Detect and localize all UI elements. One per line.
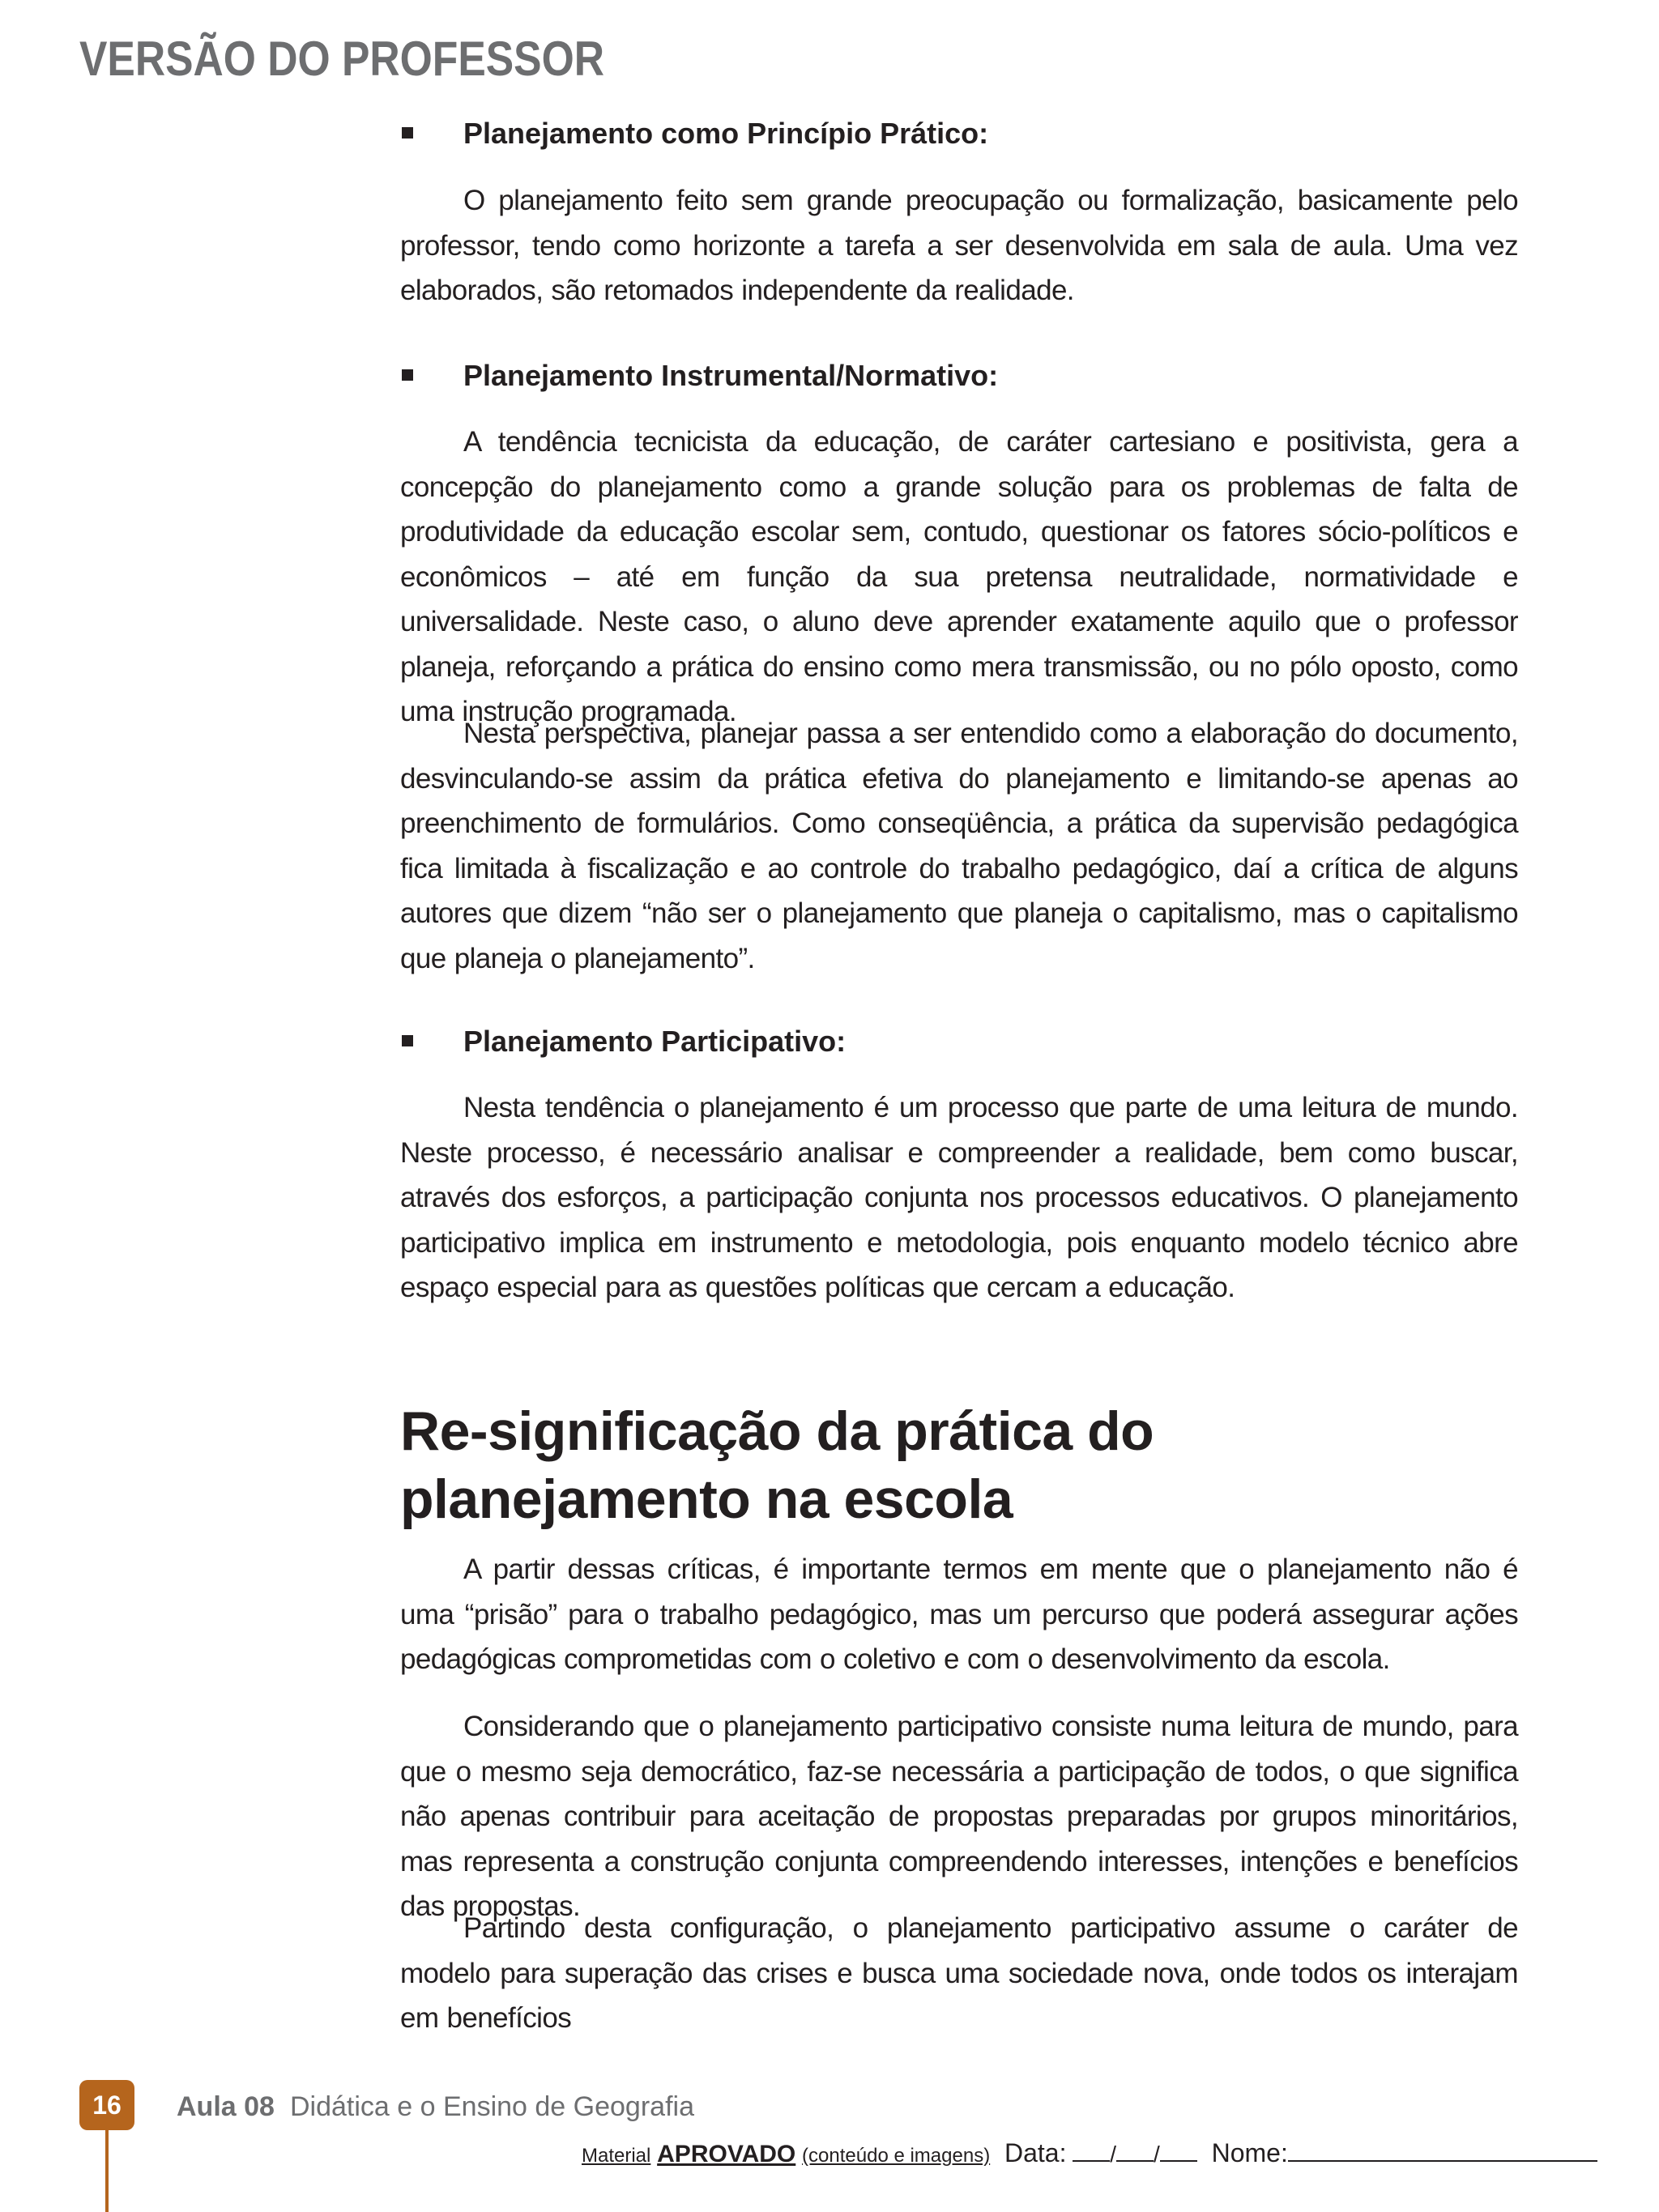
approved-note: (conteúdo e imagens): [802, 2145, 991, 2167]
version-label: VERSÃO DO PROFESSOR: [79, 32, 604, 86]
chapter-title-line-2: planejamento na escola: [400, 1468, 1013, 1530]
paragraph: Nesta perspectiva, planejar passa a ser entendido como a elaboração do documento, desvinculando-se assim da prática efetiva do planejamento e limitando-se apenas ao preenchimento de formulários. Como conseqüência, a prática da supervisão pedagógica fica limitada à fiscalização e ao controle do trabalho pedagógico, daí a crítica de alguns autores que dizem “não ser o planejamento que planeja o capitalismo, mas o capitalismo que planeja o planejamento”.: [400, 718, 1518, 974]
square-bullet-icon: [402, 369, 413, 381]
name-blank[interactable]: [1288, 2139, 1597, 2162]
date-separator: /: [1154, 2142, 1160, 2167]
chapter-title: [400, 1397, 1518, 1533]
paragraph: Nesta tendência o planejamento é um processo que parte de uma leitura de mundo. Neste processo, é necessário analisar e compreender a realidade, bem como buscar, através dos esforços, a participação conjunta nos processos educativos. O planejamento participativo implica em instrumento e metodologia, pois enquanto modelo técnico abre espaço especial para as questões políticas que cercam a educação.: [400, 1092, 1518, 1303]
section-heading-text: Planejamento Participativo:: [463, 1025, 847, 1058]
paragraph: A partir dessas críticas, é importante termos em mente que o planejamento não é uma “prisão” para o trabalho pedagógico, mas um percurso que poderá assegurar ações pedagógicas comprometidas com o coletivo e com o desenvolvimento da escola.: [400, 1554, 1518, 1675]
section-heading-text: Planejamento Instrumental/Normativo:: [463, 359, 999, 392]
square-bullet-icon: [402, 1035, 413, 1046]
section-heading-instrumental-normativo: [400, 358, 1518, 394]
name-label: Nome:: [1211, 2138, 1288, 2167]
course-title: Didática e o Ensino de Geografia: [290, 2091, 694, 2122]
approved-label: APROVADO: [657, 2141, 796, 2167]
section-heading-principio-pratico: [400, 116, 1518, 151]
page-number-badge: 16: [79, 2080, 134, 2130]
chapter-title-line-1: Re-significação da prática do: [400, 1400, 1154, 1462]
date-separator: /: [1110, 2142, 1117, 2167]
material-label: Material: [582, 2145, 651, 2167]
lesson-label: Aula 08: [177, 2091, 275, 2122]
paragraph: O planejamento feito sem grande preocupação ou formalização, basicamente pelo professor, tendo como horizonte a tarefa a ser desenvolvida em sala de aula. Uma vez elaborados, são retomados independente da realidade.: [400, 185, 1518, 306]
date-month-blank[interactable]: [1116, 2139, 1154, 2162]
section-heading-participativo: [400, 1024, 1518, 1059]
square-bullet-icon: [402, 127, 413, 139]
section-heading-text: Planejamento como Princípio Prático:: [463, 117, 989, 150]
paragraph: A tendência tecnicista da educação, de caráter cartesiano e positivista, gera a concepção do planejamento como a grande solução para os problemas de falta de produtividade da educação escolar sem, contudo, questionar os fatores sócio-políticos e econômicos – até em função da sua pretensa neutralidade, normatividade e universalidade. Neste caso, o aluno deve aprender exatamente aquilo que o professor planeja, reforçando a prática do ensino como mera transmissão, ou no pólo oposto, como uma instrução programada.: [400, 426, 1518, 727]
date-year-blank[interactable]: [1160, 2139, 1197, 2162]
paragraph: Considerando que o planejamento participativo consiste numa leitura de mundo, para que o mesmo seja democrático, faz-se necessária a participação de todos, o que significa não apenas contribuir para aceitação de propostas preparadas por grupos minoritários, mas representa a construção conjunta compreendendo interesses, intenções e benefícios das propostas.: [400, 1711, 1518, 1922]
footer-accent-line: [105, 2130, 109, 2212]
approval-stamp: [582, 2138, 1597, 2168]
paragraph: Partindo desta configuração, o planejamento participativo assume o caráter de modelo para superação das crises e busca uma sociedade nova, onde todos os interajam em benefícios: [400, 1912, 1518, 2034]
date-day-blank[interactable]: [1073, 2139, 1110, 2162]
date-label: Data:: [1004, 2138, 1067, 2167]
